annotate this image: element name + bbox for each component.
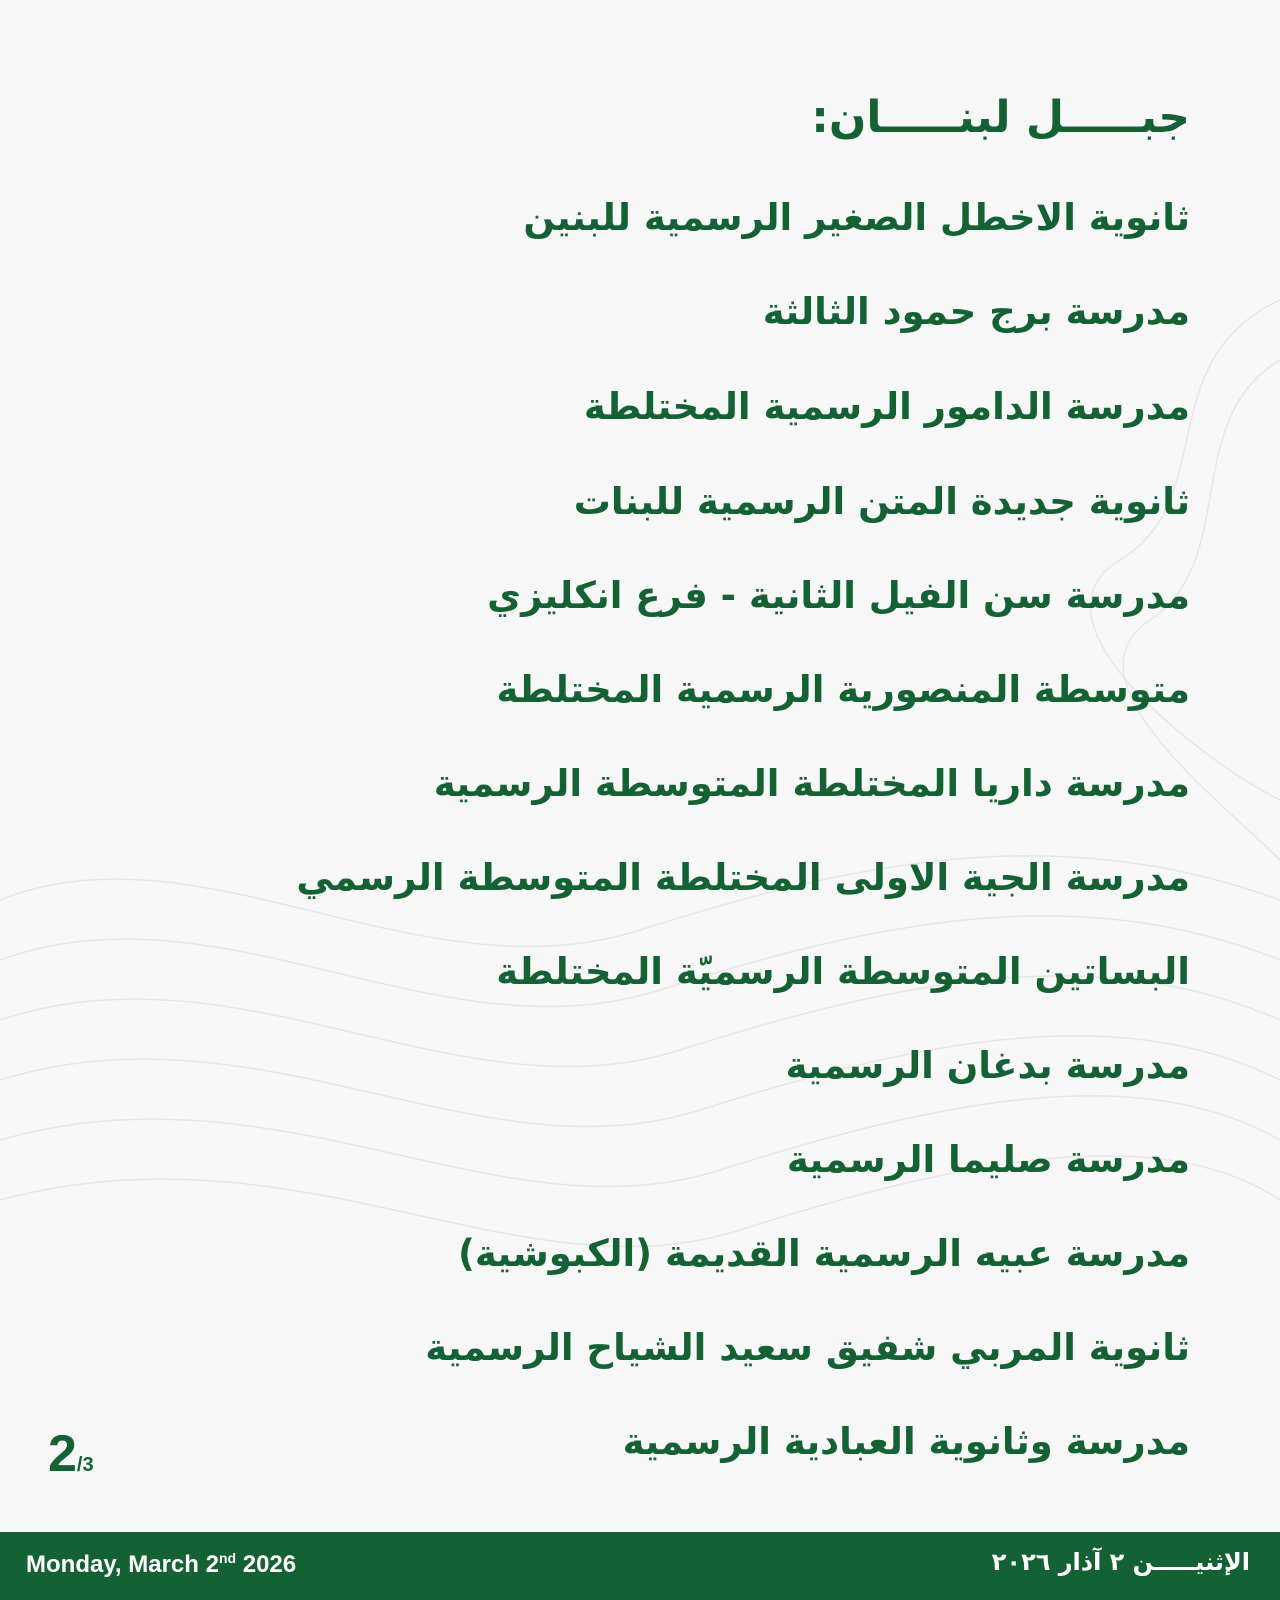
school-item: ثانوية المربي شفيق سعيد الشياح الرسمية [425,1326,1190,1369]
school-item: مدرسة الدامور الرسمية المختلطة [583,385,1190,428]
date-english-year: 2026 [236,1551,297,1578]
page-current: 2 [48,1425,77,1483]
school-item: متوسطة المنصورية الرسمية المختلطة [496,668,1190,711]
school-item: مدرسة داريا المختلطة المتوسطة الرسمية [433,762,1190,805]
school-item: مدرسة سن الفيل الثانية - فرع انكليزي [487,574,1190,617]
region-title: جبـــــل لبنـــــان: [811,92,1190,143]
school-item: البساتين المتوسطة الرسميّة المختلطة [496,950,1190,993]
page-total: /3 [76,1454,94,1476]
school-item: مدرسة صليما الرسمية [786,1138,1190,1181]
school-item: مدرسة الجية الاولى المختلطة المتوسطة الرسمي [296,856,1190,899]
page-counter [48,1424,94,1484]
date-english-suffix: nd [218,1550,237,1566]
school-item: ثانوية جديدة المتن الرسمية للبنات [573,480,1190,523]
school-item: مدرسة عبيه الرسمية القديمة (الكبوشية) [457,1232,1190,1275]
footer-bar [0,1532,1280,1600]
school-item: مدرسة وثانوية العبادية الرسمية [622,1420,1190,1463]
date-english-prefix: Monday, March 2 [26,1551,219,1578]
date-english [26,1550,296,1579]
school-item: مدرسة بدغان الرسمية [785,1044,1190,1087]
date-arabic: الإثنيـــــن ٢ آذار ٢٠٢٦ [991,1548,1250,1576]
school-item: مدرسة برج حمود الثالثة [762,290,1190,333]
school-item: ثانوية الاخطل الصغير الرسمية للبنين [523,196,1190,239]
